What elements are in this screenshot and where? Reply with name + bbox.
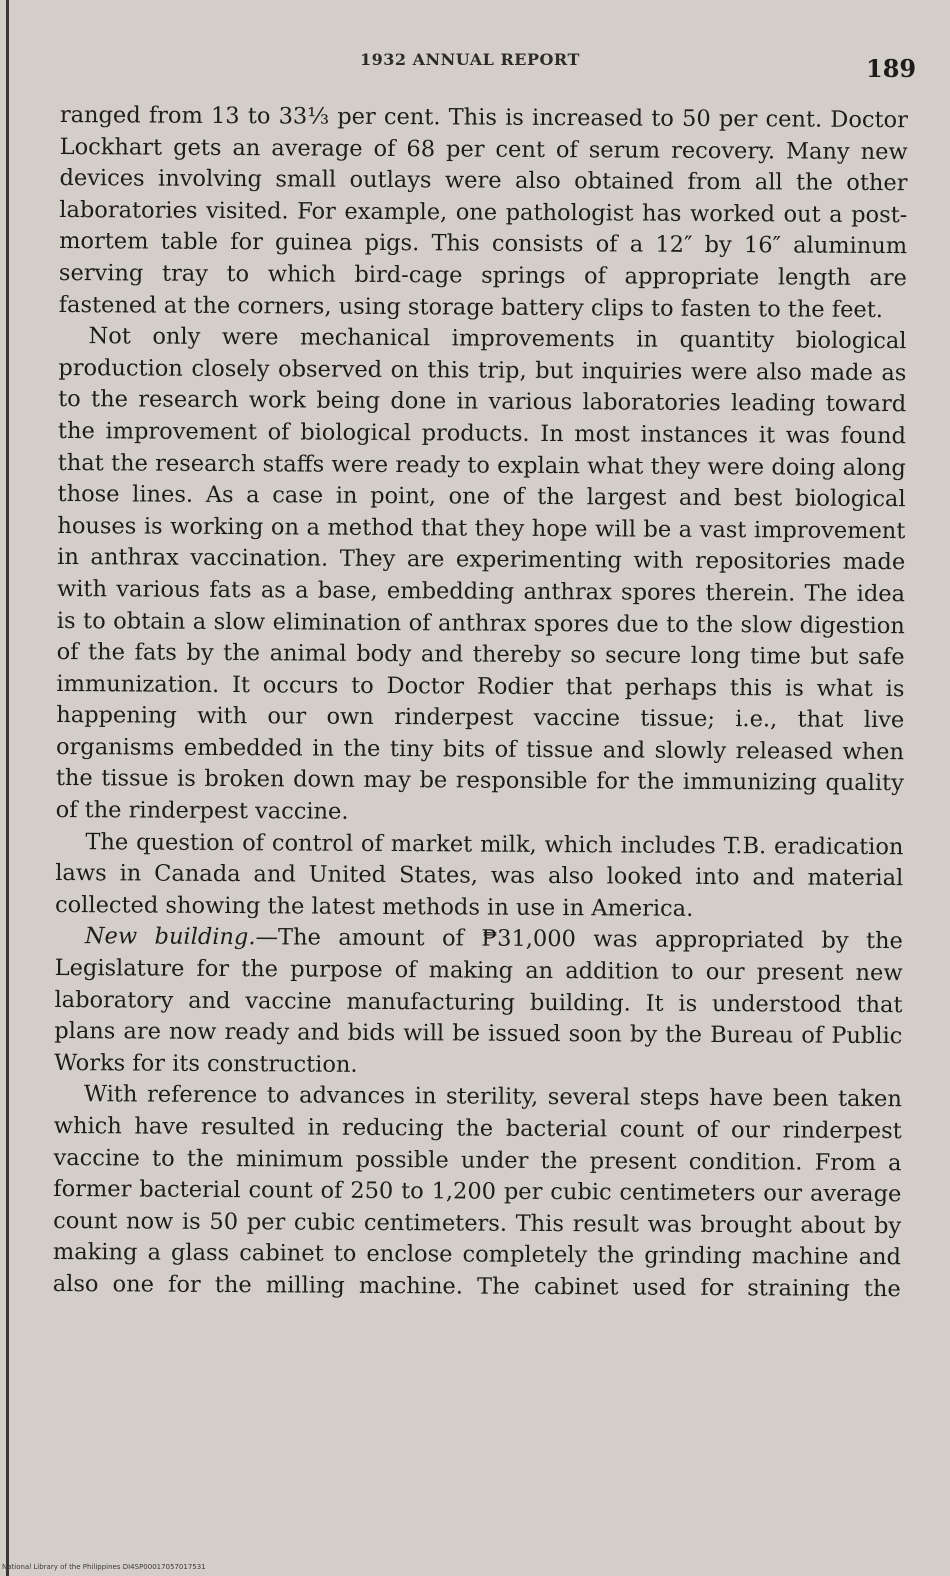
paragraph-continued: ranged from 13 to 33⅓ per cent. This is increased to 50 per cent. Doctor Lockhart gets an average of 68 per cent of serum recovery. Many new devices involving small outlays were also obtained from all the other laboratories visited. For example, one pathologist has worked out a post-mortem table for guinea pigs. This consists of a 12″ by 16″ aluminum serving tray to which bird-cage springs of appropriate length are fastened at the corners, using storage battery clips to fasten to the feet. <box>58 101 908 323</box>
paragraph-new-building <box>54 921 903 1084</box>
paragraph-research: Not only were mechanical improvements in quantity biological production closely observed on this trip, but inquiries were also made as to the research work being done in various laboratories leading toward the improvement of biological products. In most instances it was found that the research staffs were ready to explain what they were doing along those lines. As a case in point, one of the largest and best biological houses is working on a method that they hope will be a vast improvement in anthrax vaccination. They are experimenting with repositories made with various fats as a base, embedding anthrax spores therein. The idea is to obtain a slow elimination of anthrax spores due to the slow digestion of the fats by the animal body and thereby so secure long time but safe immunization. It occurs to Doctor Rodier that perhaps this is what is happening with our own rinderpest vaccine tissue; i.e., that live organisms embedded in the tiny bits of tissue and slowly released when the tissue is broken down may be responsible for the immunizing quality of the rinderpest vaccine. <box>55 323 907 825</box>
new-building-text: —The amount of ₱31,000 was appropriated by the Legislature for the purpose of making an addition to our present new laboratory and vaccine manufacturing building. It is understood that plans are now ready and bids will be issued soon by the Bureau of Public Works for its construction. <box>54 924 903 1078</box>
paragraph-market-milk: The question of control of market milk, which includes T.B. eradication laws in Canada and United States, was also looked into and material collected showing the latest methods in use in America. <box>55 828 904 922</box>
running-head: 1932 ANNUAL REPORT <box>360 50 580 69</box>
paragraph-sterility: With reference to advances in sterility, several steps have been taken which have resulted in reducing the bacterial count of our rinderpest vaccine to the minimum possible under the present condition. From a former bacterial count of 250 to 1,200 per cubic centimeters our average count now is 50 per cubic centimeters. This result was brought about by making a glass cabinet to enclose completely the grinding machine and also one for the milling machine. The cabinet used for straining the <box>52 1081 902 1303</box>
new-building-heading: New building. <box>84 923 256 951</box>
scan-credit: National Library of the Philippines DI4SP00017057017531 <box>2 1563 206 1571</box>
page-header <box>0 44 950 84</box>
page-number: 189 <box>866 54 917 83</box>
body-text <box>53 100 908 1306</box>
binding-edge <box>6 0 9 1576</box>
